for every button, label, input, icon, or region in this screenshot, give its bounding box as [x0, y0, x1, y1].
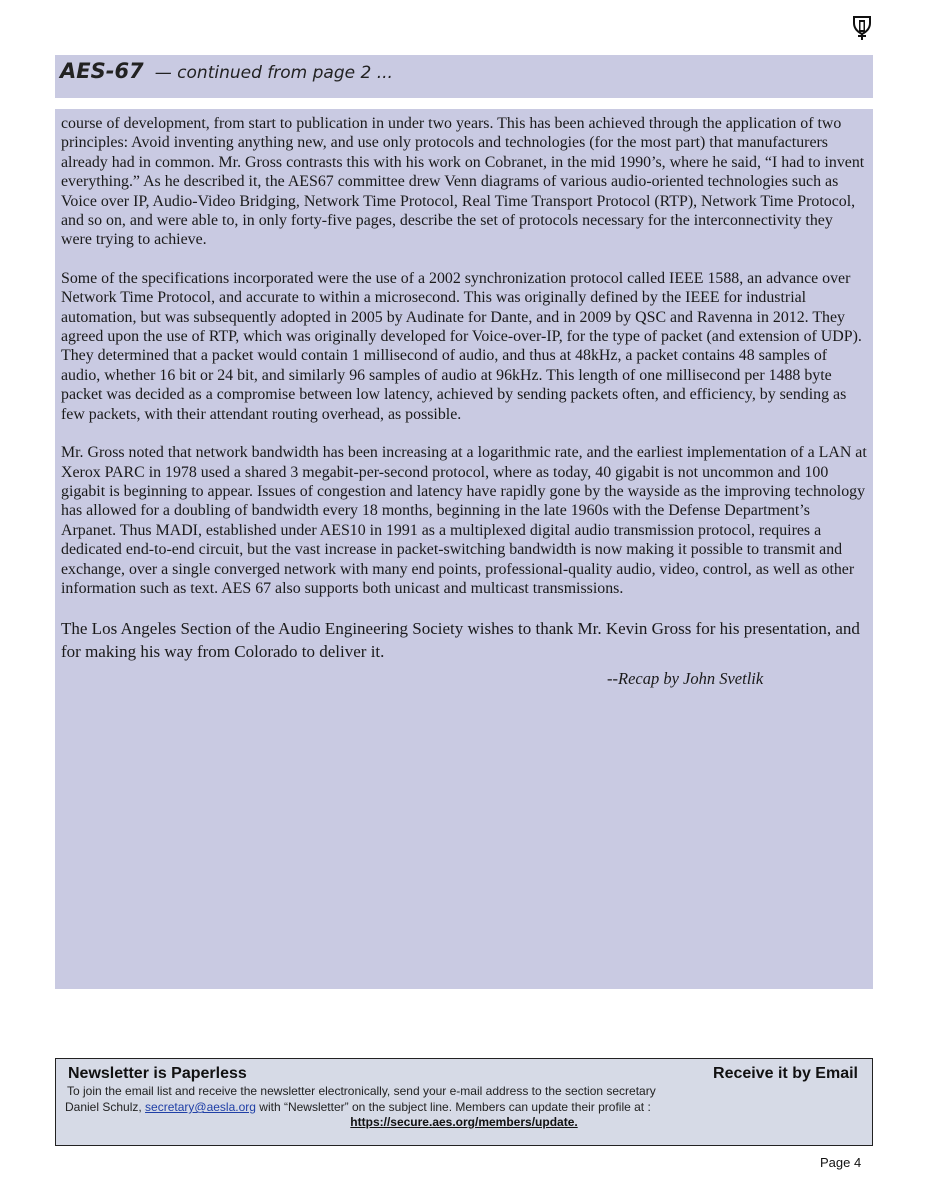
article-paragraph: Mr. Gross noted that network bandwidth has been increasing at a logarithmic rate, and the earliest implementation of a LAN at Xerox PARC in 1978 used a shared 3 megabit-per-second protocol, where as today, 40 gigabit is not uncommon and 100 gigabit is beginning to appear. Issues of congestion and latency have rapidly gone by the wayside as the improving technology has allowed for a doubling of bandwidth every 18 months, beginning in the late 1960s with the Defense Department’s Arpanet. Thus MADI, established under AES10 in 1991 as a multiplexed digital audio transmission protocol, requires a dedicated end-to-end circuit, but the vast increase in packet-switching bandwidth is now making it possible to transmit and exchange, over a single converged network with many end points, professional-quality audio, video, control, as well as other information such as text. AES 67 also supports both unicast and multicast transmissions.: [61, 444, 867, 597]
article-paragraph: Some of the specifications incorporated were the use of a 2002 synchronization protocol called IEEE 1588, an advance over Network Time Protocol, and accurate to within a microsecond. This was originally defined by the IEEE for industrial automation, but was subsequently adopted in 2005 by Audinate for Dante, and in 2009 by QSC and Ravenna in 2012. They agreed upon the use of RTP, which was originally developed for Voice-over-IP, for the type of packet (and extension of UDP). They determined that a packet would contain 1 millisecond of audio, and thus at 48kHz, a packet contains 48 samples of audio, whether 16 bit or 24 bit, and similarly 96 samples of audio at 96kHz. This length of one millisecond per 1488 byte packet was decided as a compromise between low latency, achieved by sending packets often, and efficiency, by sending as few packets, with their attendant routing overhead, as possible.: [61, 269, 862, 423]
newsletter-instructions: To join the email list and receive the newsletter electronically, send your e-mail address to the section secretary: [67, 1084, 656, 1098]
article-paragraph: course of development, from start to publication in under two years. This has been achieved through the application of two principles: Avoid inventing anything new, and use only protocols and technologies (for the most part) that manufacturers already had in common. Mr. Gross contrasts this with his work on Cobranet, in the mid 1990’s, where he said, “I had to invent everything.” As he described it, the AES67 committee drew Venn diagrams of various audio-oriented technologies such as Voice over IP, Audio-Video Bridging, Network Time Protocol, Real Time Transport Protocol (RTP), Network Time Protocol, and so on, and were able to, in only forty-five pages, describe the set of protocols necessary for the interconnectivity they were trying to achieve.: [61, 115, 865, 249]
newsletter-box: [55, 1058, 873, 1146]
article-paragraph: The Los Angeles Section of the Audio Engineering Society wishes to thank Mr. Kevin Gross for his presentation, and for making his way from Colorado to deliver it.: [61, 619, 860, 662]
page-number: Page 4: [820, 1155, 862, 1170]
newsletter-contact-prefix: Daniel Schulz,: [65, 1100, 146, 1114]
article-signature: --Recap by John Svetlik: [607, 669, 764, 689]
article-body: [55, 109, 873, 989]
newsletter-title: Newsletter is Paperless: [68, 1065, 247, 1082]
header-title: AES-67: [60, 59, 144, 83]
header-subtitle: — continued from page 2 ...: [154, 63, 393, 83]
secretary-email-link[interactable]: secretary@aesla.org: [145, 1100, 256, 1114]
aes-logo-icon: [851, 14, 873, 42]
newsletter-email-title: Receive it by Email: [713, 1065, 858, 1082]
section-header: [55, 55, 873, 98]
newsletter-contact-suffix: with “Newsletter” on the subject line. Members can update their profile at :: [255, 1100, 651, 1114]
newsletter-contact-line: [65, 1100, 651, 1114]
member-update-link[interactable]: https://secure.aes.org/members/update.: [350, 1115, 578, 1129]
